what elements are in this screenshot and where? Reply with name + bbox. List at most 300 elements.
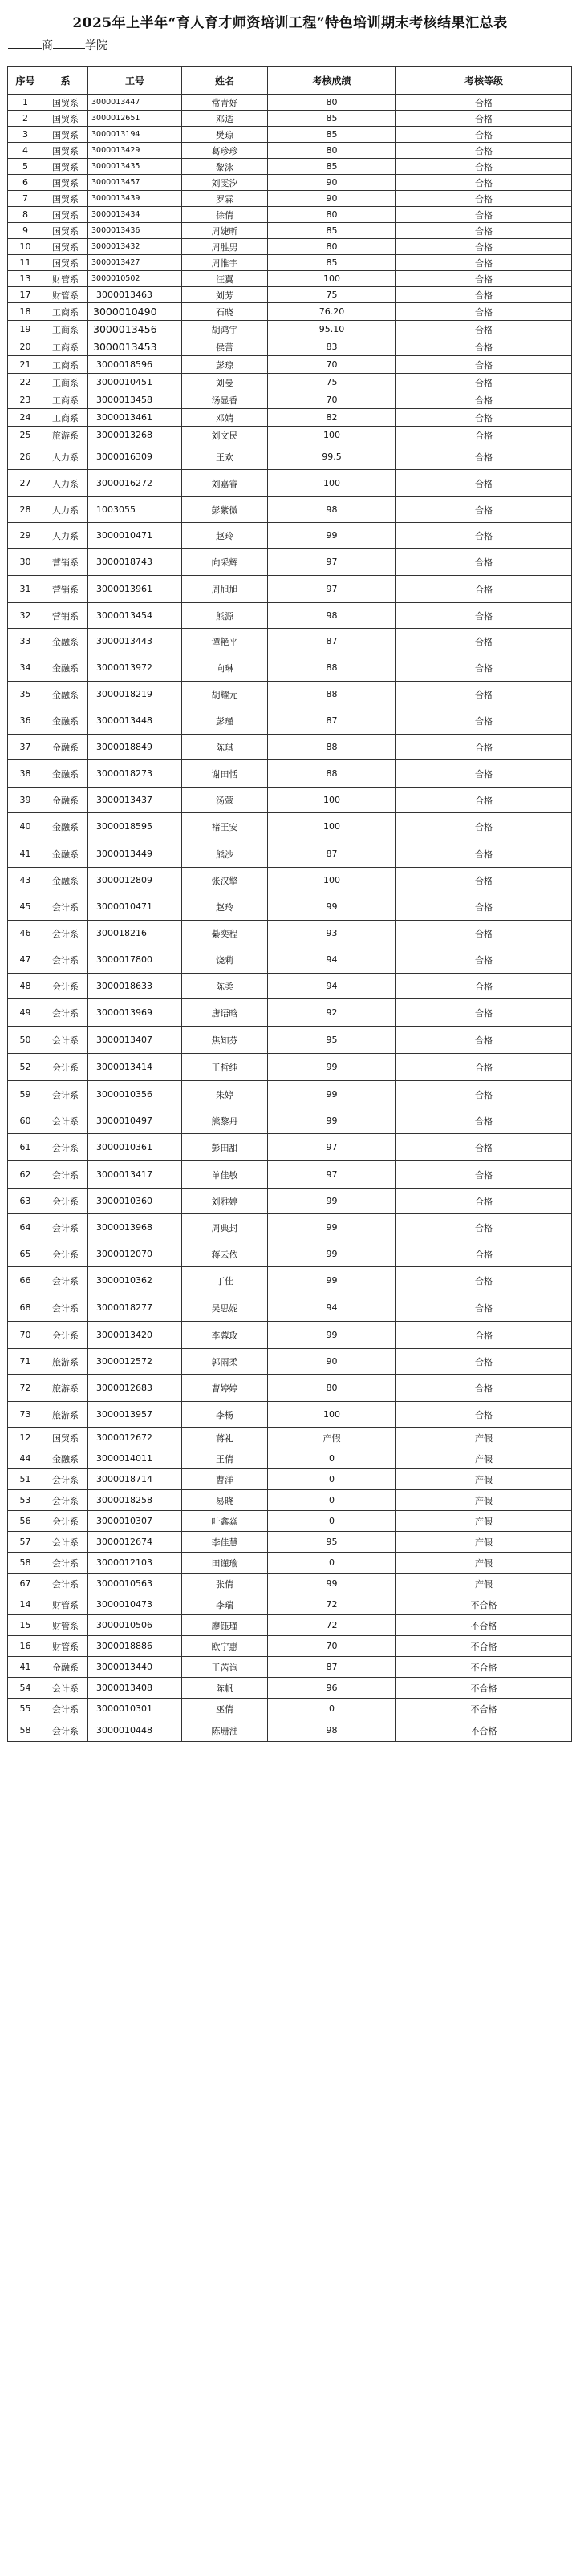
cell-index: 5 <box>8 159 43 175</box>
cell-name: 易晓 <box>182 1490 268 1511</box>
cell-index: 40 <box>8 813 43 840</box>
cell-grade: 合格 <box>396 1375 572 1402</box>
cell-grade: 合格 <box>396 1161 572 1189</box>
cell-department: 国贸系 <box>43 175 88 191</box>
table-row <box>8 1189 572 1214</box>
cell-employee-id: 3000013461 <box>88 409 182 427</box>
cell-name: 朱婷 <box>182 1081 268 1108</box>
cell-department: 金融系 <box>43 654 88 682</box>
cell-grade: 合格 <box>396 444 572 470</box>
cell-score: 0 <box>268 1553 396 1574</box>
cell-name: 周典封 <box>182 1214 268 1241</box>
cell-employee-id: 3000012672 <box>88 1428 182 1448</box>
cell-department: 会计系 <box>43 1469 88 1490</box>
cell-employee-id: 3000018273 <box>88 760 182 788</box>
cell-score: 83 <box>268 338 396 356</box>
cell-name: 黎泳 <box>182 159 268 175</box>
cell-grade: 合格 <box>396 287 572 303</box>
table-row <box>8 1108 572 1134</box>
cell-department: 金融系 <box>43 629 88 654</box>
cell-score: 99 <box>268 1189 396 1214</box>
table-row <box>8 1294 572 1322</box>
header-score: 考核成绩 <box>268 67 396 95</box>
table-row <box>8 1615 572 1636</box>
cell-grade: 合格 <box>396 391 572 409</box>
cell-department: 国贸系 <box>43 159 88 175</box>
cell-department: 国贸系 <box>43 239 88 255</box>
cell-score: 72 <box>268 1594 396 1615</box>
cell-department: 工商系 <box>43 409 88 427</box>
table-row <box>8 1636 572 1657</box>
cell-department: 营销系 <box>43 576 88 603</box>
table-row <box>8 1553 572 1574</box>
cell-name: 焦知芬 <box>182 1027 268 1054</box>
cell-index: 7 <box>8 191 43 207</box>
table-row <box>8 788 572 813</box>
cell-score: 80 <box>268 239 396 255</box>
cell-name: 邓适 <box>182 111 268 127</box>
cell-index: 32 <box>8 603 43 629</box>
cell-grade: 合格 <box>396 271 572 287</box>
cell-employee-id: 3000013968 <box>88 1214 182 1241</box>
cell-index: 53 <box>8 1490 43 1511</box>
cell-employee-id: 3000010307 <box>88 1511 182 1532</box>
cell-score: 97 <box>268 1134 396 1161</box>
cell-employee-id: 3000010361 <box>88 1134 182 1161</box>
college-line <box>8 37 107 53</box>
header-grade: 考核等级 <box>396 67 572 95</box>
cell-employee-id: 3000010506 <box>88 1615 182 1636</box>
cell-grade: 产假 <box>396 1553 572 1574</box>
table-row <box>8 1214 572 1241</box>
cell-department: 工商系 <box>43 321 88 338</box>
cell-grade: 合格 <box>396 840 572 868</box>
table-row <box>8 127 572 143</box>
cell-grade: 合格 <box>396 946 572 974</box>
cell-index: 31 <box>8 576 43 603</box>
table-row <box>8 946 572 974</box>
cell-employee-id: 3000013969 <box>88 999 182 1027</box>
cell-name: 李瑞 <box>182 1594 268 1615</box>
cell-index: 4 <box>8 143 43 159</box>
table-row <box>8 735 572 760</box>
cell-score: 100 <box>268 271 396 287</box>
cell-employee-id: 3000018849 <box>88 735 182 760</box>
cell-name: 褚王安 <box>182 813 268 840</box>
cell-index: 6 <box>8 175 43 191</box>
cell-employee-id: 3000013439 <box>88 191 182 207</box>
cell-employee-id: 3000016272 <box>88 470 182 497</box>
college-text-part2: 学院 <box>85 39 107 52</box>
cell-department: 金融系 <box>43 813 88 840</box>
cell-department: 会计系 <box>43 1081 88 1108</box>
cell-index: 1 <box>8 95 43 111</box>
cell-score: 70 <box>268 391 396 409</box>
table-row <box>8 1594 572 1615</box>
table-row <box>8 191 572 207</box>
cell-grade: 合格 <box>396 356 572 374</box>
cell-department: 金融系 <box>43 760 88 788</box>
cell-index: 22 <box>8 374 43 391</box>
cell-index: 67 <box>8 1574 43 1594</box>
table-row <box>8 271 572 287</box>
cell-department: 会计系 <box>43 1532 88 1553</box>
cell-index: 68 <box>8 1294 43 1322</box>
cell-department: 工商系 <box>43 303 88 321</box>
cell-grade: 合格 <box>396 111 572 127</box>
cell-employee-id: 3000012674 <box>88 1532 182 1553</box>
cell-index: 38 <box>8 760 43 788</box>
cell-employee-id: 300018216 <box>88 921 182 946</box>
cell-score: 76.20 <box>268 303 396 321</box>
cell-index: 17 <box>8 287 43 303</box>
cell-index: 8 <box>8 207 43 223</box>
cell-index: 56 <box>8 1511 43 1532</box>
blank-underline <box>8 37 42 49</box>
table-row <box>8 1428 572 1448</box>
cell-score: 88 <box>268 654 396 682</box>
cell-employee-id: 3000013414 <box>88 1054 182 1081</box>
cell-name: 向琳 <box>182 654 268 682</box>
cell-index: 26 <box>8 444 43 470</box>
cell-employee-id: 3000010301 <box>88 1699 182 1719</box>
cell-index: 57 <box>8 1532 43 1553</box>
table-row <box>8 1448 572 1469</box>
table-row <box>8 549 572 576</box>
cell-grade: 合格 <box>396 470 572 497</box>
table-row <box>8 111 572 127</box>
cell-score: 97 <box>268 549 396 576</box>
cell-score: 100 <box>268 470 396 497</box>
cell-score: 98 <box>268 1719 396 1742</box>
cell-name: 李佳慧 <box>182 1532 268 1553</box>
cell-index: 12 <box>8 1428 43 1448</box>
cell-index: 14 <box>8 1594 43 1615</box>
cell-score: 85 <box>268 223 396 239</box>
cell-index: 51 <box>8 1469 43 1490</box>
cell-index: 19 <box>8 321 43 338</box>
table-row <box>8 374 572 391</box>
table-row <box>8 813 572 840</box>
cell-name: 陈琪 <box>182 735 268 760</box>
cell-employee-id: 3000013417 <box>88 1161 182 1189</box>
cell-department: 旅游系 <box>43 1349 88 1375</box>
cell-employee-id: 3000014011 <box>88 1448 182 1469</box>
cell-department: 金融系 <box>43 707 88 735</box>
cell-department: 营销系 <box>43 603 88 629</box>
cell-grade: 合格 <box>396 999 572 1027</box>
cell-department: 旅游系 <box>43 1402 88 1428</box>
cell-grade: 合格 <box>396 409 572 427</box>
table-row <box>8 391 572 409</box>
cell-employee-id: 3000010448 <box>88 1719 182 1742</box>
cell-name: 曹婷婷 <box>182 1375 268 1402</box>
table-row <box>8 921 572 946</box>
cell-score: 75 <box>268 374 396 391</box>
cell-index: 72 <box>8 1375 43 1402</box>
cell-employee-id: 3000018277 <box>88 1294 182 1322</box>
cell-index: 70 <box>8 1322 43 1349</box>
cell-score: 95 <box>268 1532 396 1553</box>
cell-department: 国贸系 <box>43 143 88 159</box>
cell-name: 王欢 <box>182 444 268 470</box>
cell-employee-id: 3000018219 <box>88 682 182 707</box>
cell-name: 彭田甜 <box>182 1134 268 1161</box>
cell-department: 财管系 <box>43 1615 88 1636</box>
cell-grade: 合格 <box>396 629 572 654</box>
cell-score: 99 <box>268 1108 396 1134</box>
cell-name: 丁佳 <box>182 1267 268 1294</box>
cell-employee-id: 3000013454 <box>88 603 182 629</box>
cell-grade: 合格 <box>396 321 572 338</box>
cell-score: 0 <box>268 1448 396 1469</box>
cell-department: 会计系 <box>43 1678 88 1699</box>
cell-score: 87 <box>268 707 396 735</box>
cell-name: 石晓 <box>182 303 268 321</box>
cell-employee-id: 3000010362 <box>88 1267 182 1294</box>
table-row <box>8 603 572 629</box>
cell-name: 熊沙 <box>182 840 268 868</box>
cell-name: 张倩 <box>182 1574 268 1594</box>
cell-index: 73 <box>8 1402 43 1428</box>
cell-grade: 合格 <box>396 1081 572 1108</box>
table-row <box>8 427 572 444</box>
header-employee-id: 工号 <box>88 67 182 95</box>
cell-grade: 不合格 <box>396 1678 572 1699</box>
table-row <box>8 1322 572 1349</box>
cell-grade: 合格 <box>396 549 572 576</box>
table-row <box>8 654 572 682</box>
cell-department: 财管系 <box>43 271 88 287</box>
cell-grade: 合格 <box>396 813 572 840</box>
cell-grade: 合格 <box>396 788 572 813</box>
cell-score: 90 <box>268 1349 396 1375</box>
cell-employee-id: 3000013420 <box>88 1322 182 1349</box>
cell-employee-id: 3000010360 <box>88 1189 182 1214</box>
cell-score: 99 <box>268 1267 396 1294</box>
cell-index: 59 <box>8 1081 43 1108</box>
table-row <box>8 356 572 374</box>
cell-name: 吴思妮 <box>182 1294 268 1322</box>
table-row <box>8 1027 572 1054</box>
cell-department: 财管系 <box>43 1594 88 1615</box>
results-table <box>7 66 572 1742</box>
cell-grade: 合格 <box>396 735 572 760</box>
cell-employee-id: 3000013972 <box>88 654 182 682</box>
cell-score: 99 <box>268 523 396 549</box>
cell-department: 旅游系 <box>43 427 88 444</box>
cell-employee-id: 3000010473 <box>88 1594 182 1615</box>
cell-name: 汤蔻 <box>182 788 268 813</box>
cell-grade: 不合格 <box>396 1594 572 1615</box>
cell-employee-id: 3000013448 <box>88 707 182 735</box>
cell-name: 熊源 <box>182 603 268 629</box>
cell-employee-id: 3000013456 <box>88 321 182 338</box>
cell-department: 工商系 <box>43 338 88 356</box>
table-row <box>8 1081 572 1108</box>
cell-department: 国贸系 <box>43 207 88 223</box>
cell-grade: 不合格 <box>396 1615 572 1636</box>
cell-department: 金融系 <box>43 735 88 760</box>
cell-index: 46 <box>8 921 43 946</box>
table-row <box>8 840 572 868</box>
cell-name: 陈珊淮 <box>182 1719 268 1742</box>
cell-name: 樊琼 <box>182 127 268 143</box>
table-row <box>8 1241 572 1267</box>
cell-department: 国贸系 <box>43 95 88 111</box>
cell-department: 会计系 <box>43 1241 88 1267</box>
cell-grade: 产假 <box>396 1490 572 1511</box>
cell-index: 54 <box>8 1678 43 1699</box>
cell-grade: 合格 <box>396 1134 572 1161</box>
cell-employee-id: 3000010502 <box>88 271 182 287</box>
table-row <box>8 1134 572 1161</box>
cell-employee-id: 3000013432 <box>88 239 182 255</box>
cell-department: 会计系 <box>43 1267 88 1294</box>
cell-department: 会计系 <box>43 1699 88 1719</box>
cell-grade: 不合格 <box>396 1699 572 1719</box>
cell-name: 常青妤 <box>182 95 268 111</box>
cell-name: 周旭旭 <box>182 576 268 603</box>
cell-score: 94 <box>268 974 396 999</box>
table-row <box>8 999 572 1027</box>
cell-grade: 合格 <box>396 1402 572 1428</box>
cell-index: 47 <box>8 946 43 974</box>
cell-employee-id: 3000013407 <box>88 1027 182 1054</box>
table-row <box>8 1719 572 1742</box>
cell-employee-id: 3000010356 <box>88 1081 182 1108</box>
cell-name: 徐倩 <box>182 207 268 223</box>
cell-index: 50 <box>8 1027 43 1054</box>
cell-department: 营销系 <box>43 549 88 576</box>
cell-department: 金融系 <box>43 868 88 893</box>
table-row <box>8 893 572 921</box>
cell-index: 55 <box>8 1699 43 1719</box>
cell-name: 谭艳平 <box>182 629 268 654</box>
table-row <box>8 523 572 549</box>
cell-department: 人力系 <box>43 470 88 497</box>
cell-name: 蒋云依 <box>182 1241 268 1267</box>
cell-department: 金融系 <box>43 682 88 707</box>
cell-department: 工商系 <box>43 356 88 374</box>
table-row <box>8 629 572 654</box>
cell-score: 94 <box>268 946 396 974</box>
cell-index: 71 <box>8 1349 43 1375</box>
cell-grade: 合格 <box>396 497 572 523</box>
cell-index: 65 <box>8 1241 43 1267</box>
cell-name: 彭紫微 <box>182 497 268 523</box>
cell-name: 刘雅婷 <box>182 1189 268 1214</box>
cell-name: 綦奕程 <box>182 921 268 946</box>
cell-employee-id: 3000018258 <box>88 1490 182 1511</box>
cell-index: 36 <box>8 707 43 735</box>
cell-score: 96 <box>268 1678 396 1699</box>
table-row <box>8 1657 572 1678</box>
cell-employee-id: 3000013194 <box>88 127 182 143</box>
cell-department: 会计系 <box>43 1108 88 1134</box>
cell-index: 24 <box>8 409 43 427</box>
cell-index: 44 <box>8 1448 43 1469</box>
cell-index: 37 <box>8 735 43 760</box>
cell-score: 85 <box>268 111 396 127</box>
cell-grade: 合格 <box>396 893 572 921</box>
cell-score: 99 <box>268 1241 396 1267</box>
cell-index: 61 <box>8 1134 43 1161</box>
table-row <box>8 1349 572 1375</box>
cell-name: 彭瑾 <box>182 707 268 735</box>
cell-index: 45 <box>8 893 43 921</box>
cell-name: 陈帆 <box>182 1678 268 1699</box>
cell-score: 98 <box>268 603 396 629</box>
cell-department: 会计系 <box>43 1294 88 1322</box>
cell-employee-id: 3000013961 <box>88 576 182 603</box>
cell-score: 98 <box>268 497 396 523</box>
table-header-row <box>8 67 572 95</box>
cell-score: 100 <box>268 788 396 813</box>
cell-employee-id: 3000013463 <box>88 287 182 303</box>
cell-score: 70 <box>268 1636 396 1657</box>
cell-grade: 合格 <box>396 207 572 223</box>
college-text-part1: 商 <box>42 39 53 52</box>
cell-name: 叶鑫焱 <box>182 1511 268 1532</box>
cell-index: 27 <box>8 470 43 497</box>
cell-name: 赵玲 <box>182 893 268 921</box>
cell-name: 王哲纯 <box>182 1054 268 1081</box>
cell-index: 34 <box>8 654 43 682</box>
cell-index: 49 <box>8 999 43 1027</box>
cell-employee-id: 3000013427 <box>88 255 182 271</box>
cell-department: 会计系 <box>43 974 88 999</box>
table-row <box>8 255 572 271</box>
cell-name: 侯蕾 <box>182 338 268 356</box>
table-row <box>8 1054 572 1081</box>
table-row <box>8 321 572 338</box>
cell-name: 熊黎丹 <box>182 1108 268 1134</box>
cell-index: 25 <box>8 427 43 444</box>
cell-score: 88 <box>268 760 396 788</box>
cell-department: 会计系 <box>43 1189 88 1214</box>
document-title: 2025年上半年“育人育才师资培训工程”特色培训期末考核结果汇总表 <box>72 15 508 31</box>
cell-department: 国贸系 <box>43 1428 88 1448</box>
cell-department: 会计系 <box>43 1719 88 1742</box>
cell-grade: 合格 <box>396 1108 572 1134</box>
cell-score: 70 <box>268 356 396 374</box>
cell-name: 王倩 <box>182 1448 268 1469</box>
table-row <box>8 207 572 223</box>
cell-grade: 合格 <box>396 1027 572 1054</box>
cell-employee-id: 3000012683 <box>88 1375 182 1402</box>
cell-score: 0 <box>268 1511 396 1532</box>
cell-department: 工商系 <box>43 391 88 409</box>
cell-name: 谢田恬 <box>182 760 268 788</box>
cell-name: 巫倩 <box>182 1699 268 1719</box>
cell-score: 99 <box>268 1322 396 1349</box>
cell-score: 88 <box>268 735 396 760</box>
cell-grade: 合格 <box>396 191 572 207</box>
cell-employee-id: 3000013457 <box>88 175 182 191</box>
cell-index: 18 <box>8 303 43 321</box>
table-row <box>8 868 572 893</box>
cell-name: 李杨 <box>182 1402 268 1428</box>
cell-index: 13 <box>8 271 43 287</box>
cell-index: 41 <box>8 1657 43 1678</box>
cell-department: 会计系 <box>43 1322 88 1349</box>
cell-grade: 不合格 <box>396 1719 572 1742</box>
cell-name: 陈柔 <box>182 974 268 999</box>
table-row <box>8 497 572 523</box>
table-row <box>8 1511 572 1532</box>
table-row <box>8 1375 572 1402</box>
